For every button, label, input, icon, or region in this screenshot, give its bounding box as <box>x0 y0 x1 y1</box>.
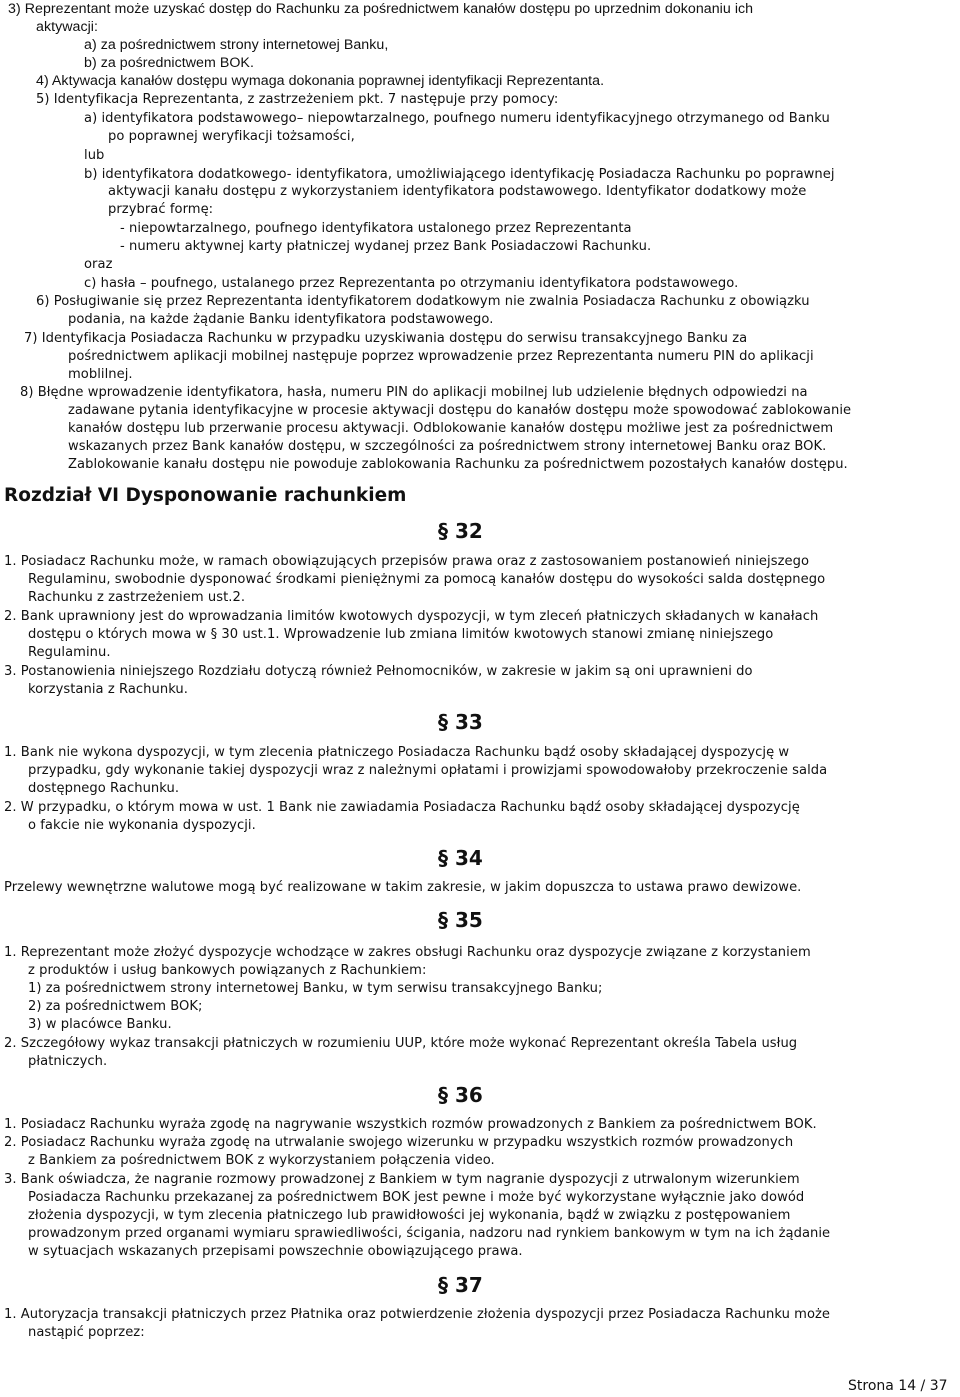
list-item: c) hasła – poufnego, ustalanego przez Reprezentanta po otrzymaniu identyfikatora podstawowego. <box>84 276 739 291</box>
list-item: a) za pośrednictwem strony internetowej Banku, <box>84 37 389 53</box>
list-item: po poprawnej weryfikacji tożsamości, <box>108 129 355 144</box>
paragraph-line: 3) w placówce Banku. <box>28 1017 172 1032</box>
list-item: oraz <box>84 257 113 272</box>
paragraph-line: prowadzonym przed organami wymiaru sprawiedliwości, ścigania, nadzoru nad rynkiem bankowym w tym na ich żądanie <box>28 1226 831 1241</box>
paragraph-line: nastąpić poprzez: <box>28 1325 145 1340</box>
paragraph-line: 3. Postanowienia niniejszego Rozdziału dotyczą również Pełnomocników, w zakresie w jakim są oni uprawnieni do <box>4 664 753 679</box>
paragraph-line: 3. Bank oświadcza, że nagranie rozmowy prowadzonej z Bankiem w tym nagranie dyspozycji z utrwalonym wizerunkiem <box>4 1172 800 1187</box>
paragraph-line: Przelewy wewnętrzne walutowe mogą być realizowane w takim zakresie, w jakim dopuszcza to ustawa prawo dewizowe. <box>4 880 802 895</box>
paragraph-line: złożenia dyspozycji, w tym zlecenia płatniczego lub prawidłowości jej wykonania, bądź w związku z postępowaniem <box>28 1208 791 1223</box>
list-item: b) za pośrednictwem BOK. <box>84 55 254 71</box>
list-item: lub <box>84 148 105 163</box>
section-title: § 33 <box>438 710 483 734</box>
list-item: 4) Aktywacja kanałów dostępu wymaga dokonania poprawnej identyfikacji Reprezentanta. <box>36 73 605 89</box>
paragraph-line: 1) za pośrednictwem strony internetowej Banku, w tym serwisu transakcyjnego Banku; <box>28 981 603 996</box>
page-number: Strona 14 / 37 <box>848 1378 948 1394</box>
paragraph-line: 1. Autoryzacja transakcji płatniczych przez Płatnika oraz potwierdzenie złożenia dyspozycji przez Posiadacza Rachunku może <box>4 1307 831 1322</box>
paragraph-line: Regulaminu. <box>28 645 111 660</box>
section-title: § 37 <box>438 1273 483 1297</box>
list-item: pośrednictwem aplikacji mobilnej następuje poprzez wprowadzenie przez Reprezentanta numeru PIN do aplikacji <box>68 349 814 364</box>
list-item: aktywacji: <box>36 19 98 35</box>
section-title: § 35 <box>438 908 483 932</box>
list-item: Zablokowanie kanału dostępu nie powoduje zablokowania Rachunku za pośrednictwem pozostałych kanałów dostępu. <box>68 457 848 472</box>
paragraph-line: 2. W przypadku, o którym mowa w ust. 1 Bank nie zawiadamia Posiadacza Rachunku bądź osoby składającej dyspozycję <box>4 800 800 815</box>
list-item: zadawane pytania identyfikacyjne w procesie aktywacji dostępu do kanałów dostępu może spowodować zablokowanie <box>68 403 852 418</box>
paragraph-line: 2. Posiadacz Rachunku wyraża zgodę na utrwalanie swojego wizerunku w przypadku wszystkich rozmów prowadzonych <box>4 1135 794 1150</box>
paragraph-line: 1. Reprezentant może złożyć dyspozycje wchodzące w zakres obsługi Rachunku oraz dyspozycje związane z korzystaniem <box>4 945 811 960</box>
section-title: § 34 <box>438 846 483 870</box>
list-item: - numeru aktywnej karty płatniczej wydanej przez Bank Posiadaczowi Rachunku. <box>120 239 652 254</box>
paragraph-line: 1. Posiadacz Rachunku wyraża zgodę na nagrywanie wszystkich rozmów prowadzonych z Bankiem za pośrednictwem BOK. <box>4 1117 817 1132</box>
list-item: wskazanych przez Bank kanałów dostępu, w szczególności za pośrednictwem strony internetowej Banku oraz BOK. <box>68 439 827 454</box>
list-item: przybrać formę: <box>108 202 214 217</box>
list-item: 5) Identyfikacja Reprezentanta, z zastrzeżeniem pkt. 7 następuje przy pomocy: <box>36 92 559 107</box>
section-title: § 36 <box>438 1083 483 1107</box>
list-item: kanałów dostępu lub przerwanie procesu aktywacji. Odblokowanie kanałów dostępu możliwe jest za pośrednictwem <box>68 421 834 436</box>
paragraph-line: dostępnego Rachunku. <box>28 781 180 796</box>
paragraph-line: z produktów i usług bankowych powiązanych z Rachunkiem: <box>28 963 427 978</box>
paragraph-line: Posiadacza Rachunku przekazanej za pośrednictwem BOK jest pewne i może być wykorzystane wyłącznie jako dowód <box>28 1190 805 1205</box>
list-item: b) identyfikatora dodatkowego- identyfikatora, umożliwiającego identyfikację Posiadacza Rachunku po poprawnej <box>84 167 835 182</box>
chapter-heading: Rozdział VI Dysponowanie rachunkiem <box>4 485 407 506</box>
list-item: 8) Błędne wprowadzenie identyfikatora, hasła, numeru PIN do aplikacji mobilnej lub udzielenie błędnych odpowiedzi na <box>20 385 808 400</box>
list-item: 6) Posługiwanie się przez Reprezentanta identyfikatorem dodatkowym nie zwalnia Posiadacza Rachunku z obowiązku <box>36 294 810 309</box>
section-title: § 32 <box>438 519 483 543</box>
paragraph-line: 1. Bank nie wykona dyspozycji, w tym zlecenia płatniczego Posiadacza Rachunku bądź osoby składającej dyspozycję w <box>4 745 790 760</box>
paragraph-line: Regulaminu, swobodnie dysponować środkami pieniężnymi za pomocą kanałów dostępu do wysokości salda dostępnego <box>28 572 826 587</box>
paragraph-line: 2) za pośrednictwem BOK; <box>28 999 203 1014</box>
paragraph-line: w sytuacjach wskazanych przepisami powszechnie obowiązującego prawa. <box>28 1244 523 1259</box>
paragraph-line: korzystania z Rachunku. <box>28 682 188 697</box>
list-item: aktywacji kanału dostępu z wykorzystaniem identyfikatora podstawowego. Identyfikator dodatkowy może <box>108 184 807 199</box>
paragraph-line: przypadku, gdy wykonanie takiej dyspozycji wraz z należnymi opłatami i prowizjami spowodowałoby przekroczenie salda <box>28 763 828 778</box>
paragraph-line: dostępu o których mowa w § 30 ust.1. Wprowadzenie lub zmiana limitów kwotowych stanowi zmianę niniejszego <box>28 627 774 642</box>
paragraph-line: 2. Szczegółowy wykaz transakcji płatniczych w rozumieniu UUP, które może wykonać Reprezentant określa Tabela usług <box>4 1036 798 1051</box>
list-item: a) identyfikatora podstawowego– niepowtarzalnego, poufnego numeru identyfikacyjnego otrzymanego od Banku <box>84 111 830 126</box>
list-item: podania, na każde żądanie Banku identyfikatora podstawowego. <box>68 312 494 327</box>
paragraph-line: z Bankiem za pośrednictwem BOK z wykorzystaniem połączenia video. <box>28 1153 495 1168</box>
paragraph-line: płatniczych. <box>28 1054 108 1069</box>
paragraph-line: 2. Bank uprawniony jest do wprowadzania limitów kwotowych dyspozycji, w tym zleceń płatniczych składanych w kanałach <box>4 609 819 624</box>
paragraph-line: Rachunku z zastrzeżeniem ust.2. <box>28 590 246 605</box>
list-item: 3) Reprezentant może uzyskać dostęp do Rachunku za pośrednictwem kanałów dostępu po uprzednim dokonaniu ich <box>8 1 754 17</box>
list-item: - niepowtarzalnego, poufnego identyfikatora ustalonego przez Reprezentanta <box>120 221 632 236</box>
paragraph-line: 1. Posiadacz Rachunku może, w ramach obowiązujących przepisów prawa oraz z zastosowaniem postanowień niniejszego <box>4 554 810 569</box>
list-item: 7) Identyfikacja Posiadacza Rachunku w przypadku uzyskiwania dostępu do serwisu transakcyjnego Banku za <box>24 331 748 346</box>
list-item: moblilnej. <box>68 367 133 382</box>
paragraph-line: o fakcie nie wykonania dyspozycji. <box>28 818 256 833</box>
